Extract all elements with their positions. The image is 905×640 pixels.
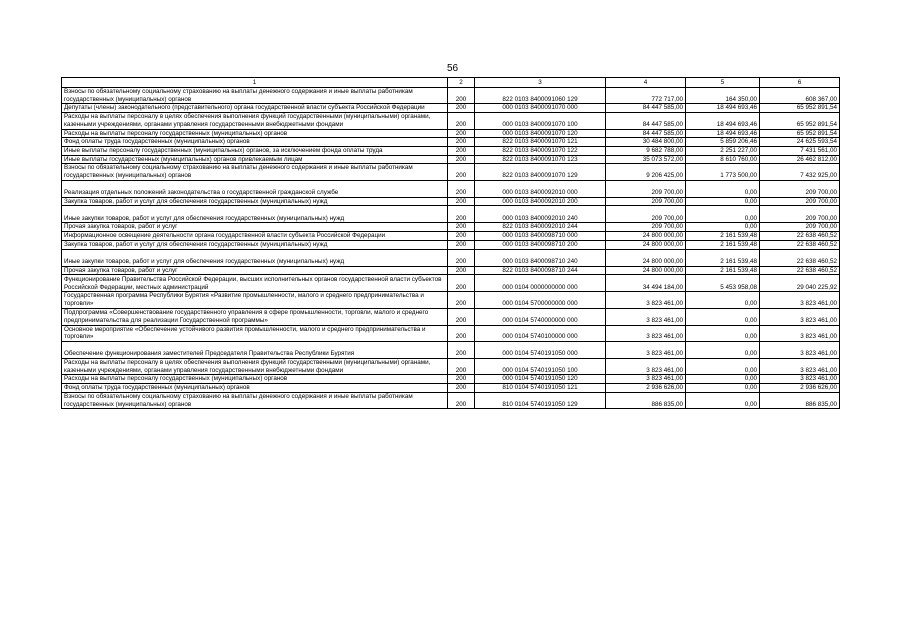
row-classification-code: 000 0103 8400092010 240 xyxy=(475,206,606,223)
row-unexecuted-amount: 7 431 561,00 xyxy=(760,146,840,155)
row-unexecuted-amount: 3 823 461,00 xyxy=(760,342,840,359)
row-executed-amount: 18 494 693,46 xyxy=(686,129,760,138)
row-approved-amount: 3 823 461,00 xyxy=(606,342,686,359)
row-code: 200 xyxy=(448,138,475,147)
row-executed-amount: 0,00 xyxy=(686,375,760,384)
row-name: Реализация отдельных положений законодательства о государственной гражданской службе xyxy=(62,180,448,197)
row-executed-amount: 0,00 xyxy=(686,180,760,197)
row-approved-amount: 209 700,00 xyxy=(606,180,686,197)
row-name: Иные закупки товаров, работ и услуг для обеспечения государственных (муниципальных) нужд xyxy=(62,249,448,266)
table-row xyxy=(62,138,840,147)
table-row xyxy=(62,240,840,249)
row-code: 200 xyxy=(448,223,475,232)
row-name: Подпрограмма «Совершенствование государственного управления в сфере промышленности, торговли, малого и среднего предпринимательства для реализации Государственной программы» xyxy=(62,308,448,325)
row-classification-code: 000 0104 5740191050 100 xyxy=(475,359,606,375)
row-classification-code: 000 0103 8400092010 200 xyxy=(475,197,606,206)
row-executed-amount: 1 773 500,00 xyxy=(686,164,760,180)
row-classification-code: 000 0103 8400091070 000 xyxy=(475,104,606,113)
row-unexecuted-amount: 209 700,00 xyxy=(760,197,840,206)
row-unexecuted-amount: 22 638 460,52 xyxy=(760,240,840,249)
row-code: 200 xyxy=(448,240,475,249)
table-header xyxy=(62,78,840,88)
table-row xyxy=(62,249,840,266)
row-approved-amount: 209 700,00 xyxy=(606,223,686,232)
header-col-4: 4 xyxy=(606,78,686,88)
table-row xyxy=(62,275,840,292)
row-classification-code: 000 0103 8400098710 240 xyxy=(475,249,606,266)
row-classification-code: 822 0103 8400092010 244 xyxy=(475,223,606,232)
row-classification-code: 000 0103 8400091070 100 xyxy=(475,113,606,129)
row-classification-code: 000 0103 8400092010 000 xyxy=(475,180,606,197)
row-classification-code: 000 0104 5740191050 120 xyxy=(475,375,606,384)
row-classification-code: 810 0104 5740191050 121 xyxy=(475,384,606,393)
row-code: 200 xyxy=(448,375,475,384)
table-row xyxy=(62,146,840,155)
table-row xyxy=(62,129,840,138)
row-classification-code: 810 0104 5740191050 129 xyxy=(475,392,606,408)
row-approved-amount: 209 700,00 xyxy=(606,197,686,206)
table-row xyxy=(62,155,840,164)
row-classification-code: 000 0104 0000000000 000 xyxy=(475,275,606,292)
table-row xyxy=(62,359,840,375)
row-classification-code: 822 0103 8400091070 123 xyxy=(475,155,606,164)
row-unexecuted-amount: 3 823 461,00 xyxy=(760,308,840,325)
row-approved-amount: 209 700,00 xyxy=(606,206,686,223)
row-classification-code: 822 0103 8400091060 129 xyxy=(475,88,606,104)
row-name: Иные закупки товаров, работ и услуг для обеспечения государственных (муниципальных) нужд xyxy=(62,206,448,223)
row-unexecuted-amount: 209 700,00 xyxy=(760,223,840,232)
row-name: Взносы по обязательному социальному страхованию на выплаты денежного содержания и иные выплаты работникам государственных (муниципальных) органов xyxy=(62,164,448,180)
row-code: 200 xyxy=(448,232,475,241)
row-executed-amount: 164 350,00 xyxy=(686,88,760,104)
row-classification-code: 822 0103 8400091070 121 xyxy=(475,138,606,147)
row-unexecuted-amount: 24 625 593,54 xyxy=(760,138,840,147)
row-approved-amount: 84 447 585,00 xyxy=(606,104,686,113)
row-code: 200 xyxy=(448,197,475,206)
row-executed-amount: 0,00 xyxy=(686,206,760,223)
row-executed-amount: 8 610 760,00 xyxy=(686,155,760,164)
table-body xyxy=(62,88,840,409)
row-code: 200 xyxy=(448,292,475,308)
row-executed-amount: 0,00 xyxy=(686,308,760,325)
table-row xyxy=(62,325,840,341)
row-unexecuted-amount: 2 936 626,00 xyxy=(760,384,840,393)
table-row xyxy=(62,342,840,359)
row-classification-code: 000 0104 5740100000 000 xyxy=(475,325,606,341)
row-code: 200 xyxy=(448,104,475,113)
row-approved-amount: 3 823 461,00 xyxy=(606,308,686,325)
row-executed-amount: 2 161 539,48 xyxy=(686,240,760,249)
row-approved-amount: 84 447 585,00 xyxy=(606,113,686,129)
row-name: Фонд оплаты труда государственных (муниципальных) органов xyxy=(62,138,448,147)
header-col-2: 2 xyxy=(448,78,475,88)
row-unexecuted-amount: 3 823 461,00 xyxy=(760,359,840,375)
row-executed-amount: 0,00 xyxy=(686,325,760,341)
row-executed-amount: 0,00 xyxy=(686,359,760,375)
row-code: 200 xyxy=(448,384,475,393)
row-unexecuted-amount: 65 952 891,54 xyxy=(760,129,840,138)
row-executed-amount: 18 494 693,46 xyxy=(686,104,760,113)
row-classification-code: 822 0103 8400091070 122 xyxy=(475,146,606,155)
row-unexecuted-amount: 22 638 460,52 xyxy=(760,232,840,241)
row-approved-amount: 24 800 000,00 xyxy=(606,240,686,249)
row-code: 200 xyxy=(448,180,475,197)
row-code: 200 xyxy=(448,155,475,164)
row-name: Расходы на выплаты персоналу в целях обеспечения выполнения функций государственными (муниципальными) органами, казенными учреждениями, органами управления государственными внебюджетными фондами xyxy=(62,113,448,129)
row-unexecuted-amount: 209 700,00 xyxy=(760,180,840,197)
table-row xyxy=(62,375,840,384)
row-unexecuted-amount: 65 952 891,54 xyxy=(760,104,840,113)
row-name: Взносы по обязательному социальному страхованию на выплаты денежного содержания и иные выплаты работникам государственных (муниципальных) органов xyxy=(62,392,448,408)
row-executed-amount: 18 494 693,46 xyxy=(686,113,760,129)
row-code: 200 xyxy=(448,275,475,292)
row-approved-amount: 3 823 461,00 xyxy=(606,375,686,384)
row-executed-amount: 5 453 958,08 xyxy=(686,275,760,292)
row-approved-amount: 3 823 461,00 xyxy=(606,292,686,308)
row-approved-amount: 9 206 425,00 xyxy=(606,164,686,180)
row-approved-amount: 772 717,00 xyxy=(606,88,686,104)
row-code: 200 xyxy=(448,308,475,325)
row-name: Государственная программа Республики Бурятия «Развитие промышленности, малого и среднего предпринимательства и торговли» xyxy=(62,292,448,308)
row-code: 200 xyxy=(448,206,475,223)
row-name: Расходы на выплаты персоналу государственных (муниципальных) органов xyxy=(62,375,448,384)
table-row xyxy=(62,223,840,232)
row-code: 200 xyxy=(448,249,475,266)
row-code: 200 xyxy=(448,342,475,359)
row-approved-amount: 24 800 000,00 xyxy=(606,232,686,241)
table-row xyxy=(62,104,840,113)
row-approved-amount: 3 823 461,00 xyxy=(606,325,686,341)
header-col-3: 3 xyxy=(475,78,606,88)
row-classification-code: 000 0103 8400098710 000 xyxy=(475,232,606,241)
row-executed-amount: 0,00 xyxy=(686,392,760,408)
row-unexecuted-amount: 65 952 891,54 xyxy=(760,113,840,129)
table-row xyxy=(62,206,840,223)
row-executed-amount: 2 161 539,48 xyxy=(686,232,760,241)
row-approved-amount: 30 484 800,00 xyxy=(606,138,686,147)
row-name: Функционирование Правительства Российской Федерации, высших исполнительных органов государственной власти субъектов Российской Федерации, местных администраций xyxy=(62,275,448,292)
row-unexecuted-amount: 886 835,00 xyxy=(760,392,840,408)
row-name: Депутаты (члены) законодательного (представительного) органа государственной власти субъекта Российской Федерации xyxy=(62,104,448,113)
row-name: Закупка товаров, работ и услуг для обеспечения государственных (муниципальных) нужд xyxy=(62,240,448,249)
row-name: Прочая закупка товаров, работ и услуг xyxy=(62,266,448,275)
row-classification-code: 000 0104 5740191050 000 xyxy=(475,342,606,359)
row-approved-amount: 886 835,00 xyxy=(606,392,686,408)
row-code: 200 xyxy=(448,129,475,138)
row-approved-amount: 2 936 626,00 xyxy=(606,384,686,393)
row-code: 200 xyxy=(448,146,475,155)
table-row xyxy=(62,197,840,206)
table-row xyxy=(62,308,840,325)
table-row xyxy=(62,392,840,408)
row-name: Основное мероприятие «Обеспечение устойчивого развития промышленности, малого и среднего предпринимательства и торговли» xyxy=(62,325,448,341)
table-row xyxy=(62,88,840,104)
row-executed-amount: 0,00 xyxy=(686,384,760,393)
row-classification-code: 822 0103 8400091070 129 xyxy=(475,164,606,180)
row-executed-amount: 5 859 206,46 xyxy=(686,138,760,147)
row-code: 200 xyxy=(448,164,475,180)
row-name: Расходы на выплаты персоналу государственных (муниципальных) органов xyxy=(62,129,448,138)
row-executed-amount: 2 161 539,48 xyxy=(686,249,760,266)
row-approved-amount: 24 800 000,00 xyxy=(606,249,686,266)
row-name: Информационное освещение деятельности органа государственной власти субъекта Российской Федерации xyxy=(62,232,448,241)
row-code: 200 xyxy=(448,88,475,104)
row-unexecuted-amount: 22 638 460,52 xyxy=(760,249,840,266)
row-unexecuted-amount: 3 823 461,00 xyxy=(760,292,840,308)
row-code: 200 xyxy=(448,359,475,375)
row-executed-amount: 0,00 xyxy=(686,342,760,359)
row-unexecuted-amount: 26 462 812,00 xyxy=(760,155,840,164)
row-executed-amount: 2 161 539,48 xyxy=(686,266,760,275)
row-name: Иные выплаты государственных (муниципальных) органов привлекаемым лицам xyxy=(62,155,448,164)
row-executed-amount: 2 251 227,00 xyxy=(686,146,760,155)
row-name: Прочая закупка товаров, работ и услуг xyxy=(62,223,448,232)
row-unexecuted-amount: 22 638 460,52 xyxy=(760,266,840,275)
row-code: 200 xyxy=(448,266,475,275)
row-name: Расходы на выплаты персоналу в целях обеспечения выполнения функций государственными (муниципальными) органами, казенными учреждениями, органами управления государственными внебюджетными фондами xyxy=(62,359,448,375)
row-code: 200 xyxy=(448,325,475,341)
row-unexecuted-amount: 29 040 225,92 xyxy=(760,275,840,292)
row-executed-amount: 0,00 xyxy=(686,223,760,232)
row-executed-amount: 0,00 xyxy=(686,292,760,308)
row-name: Иные выплаты персоналу государственных (муниципальных) органов, за исключением фонда оплаты труда xyxy=(62,146,448,155)
row-unexecuted-amount: 608 367,00 xyxy=(760,88,840,104)
row-unexecuted-amount: 209 700,00 xyxy=(760,206,840,223)
header-col-1: 1 xyxy=(62,78,448,88)
row-name: Обеспечение функционирования заместителей Председателя Правительства Республики Бурятия xyxy=(62,342,448,359)
row-classification-code: 000 0104 5740000000 000 xyxy=(475,308,606,325)
table-row xyxy=(62,384,840,393)
row-approved-amount: 35 073 572,00 xyxy=(606,155,686,164)
row-approved-amount: 24 800 000,00 xyxy=(606,266,686,275)
header-col-5: 5 xyxy=(686,78,760,88)
row-classification-code: 000 0103 8400091070 120 xyxy=(475,129,606,138)
row-code: 200 xyxy=(448,392,475,408)
header-row xyxy=(62,78,840,88)
row-name: Взносы по обязательному социальному страхованию на выплаты денежного содержания и иные выплаты работникам государственных (муниципальных) органов xyxy=(62,88,448,104)
table-row xyxy=(62,292,840,308)
row-approved-amount: 84 447 585,00 xyxy=(606,129,686,138)
row-code: 200 xyxy=(448,113,475,129)
row-unexecuted-amount: 7 432 925,00 xyxy=(760,164,840,180)
row-executed-amount: 0,00 xyxy=(686,197,760,206)
table-row xyxy=(62,180,840,197)
row-classification-code: 822 0103 8400098710 244 xyxy=(475,266,606,275)
row-unexecuted-amount: 3 823 461,00 xyxy=(760,375,840,384)
table-row xyxy=(62,232,840,241)
budget-execution-table xyxy=(61,77,840,409)
row-name: Закупка товаров, работ и услуг для обеспечения государственных (муниципальных) нужд xyxy=(62,197,448,206)
table-row xyxy=(62,164,840,180)
row-unexecuted-amount: 3 823 461,00 xyxy=(760,325,840,341)
row-approved-amount: 9 682 788,00 xyxy=(606,146,686,155)
row-approved-amount: 34 494 184,00 xyxy=(606,275,686,292)
row-name: Фонд оплаты труда государственных (муниципальных) органов xyxy=(62,384,448,393)
row-classification-code: 000 0104 5700000000 000 xyxy=(475,292,606,308)
row-approved-amount: 3 823 461,00 xyxy=(606,359,686,375)
table-row xyxy=(62,113,840,129)
row-classification-code: 000 0103 8400098710 200 xyxy=(475,240,606,249)
table-row xyxy=(62,266,840,275)
header-col-6: 6 xyxy=(760,78,840,88)
page-number: 56 xyxy=(446,63,459,74)
